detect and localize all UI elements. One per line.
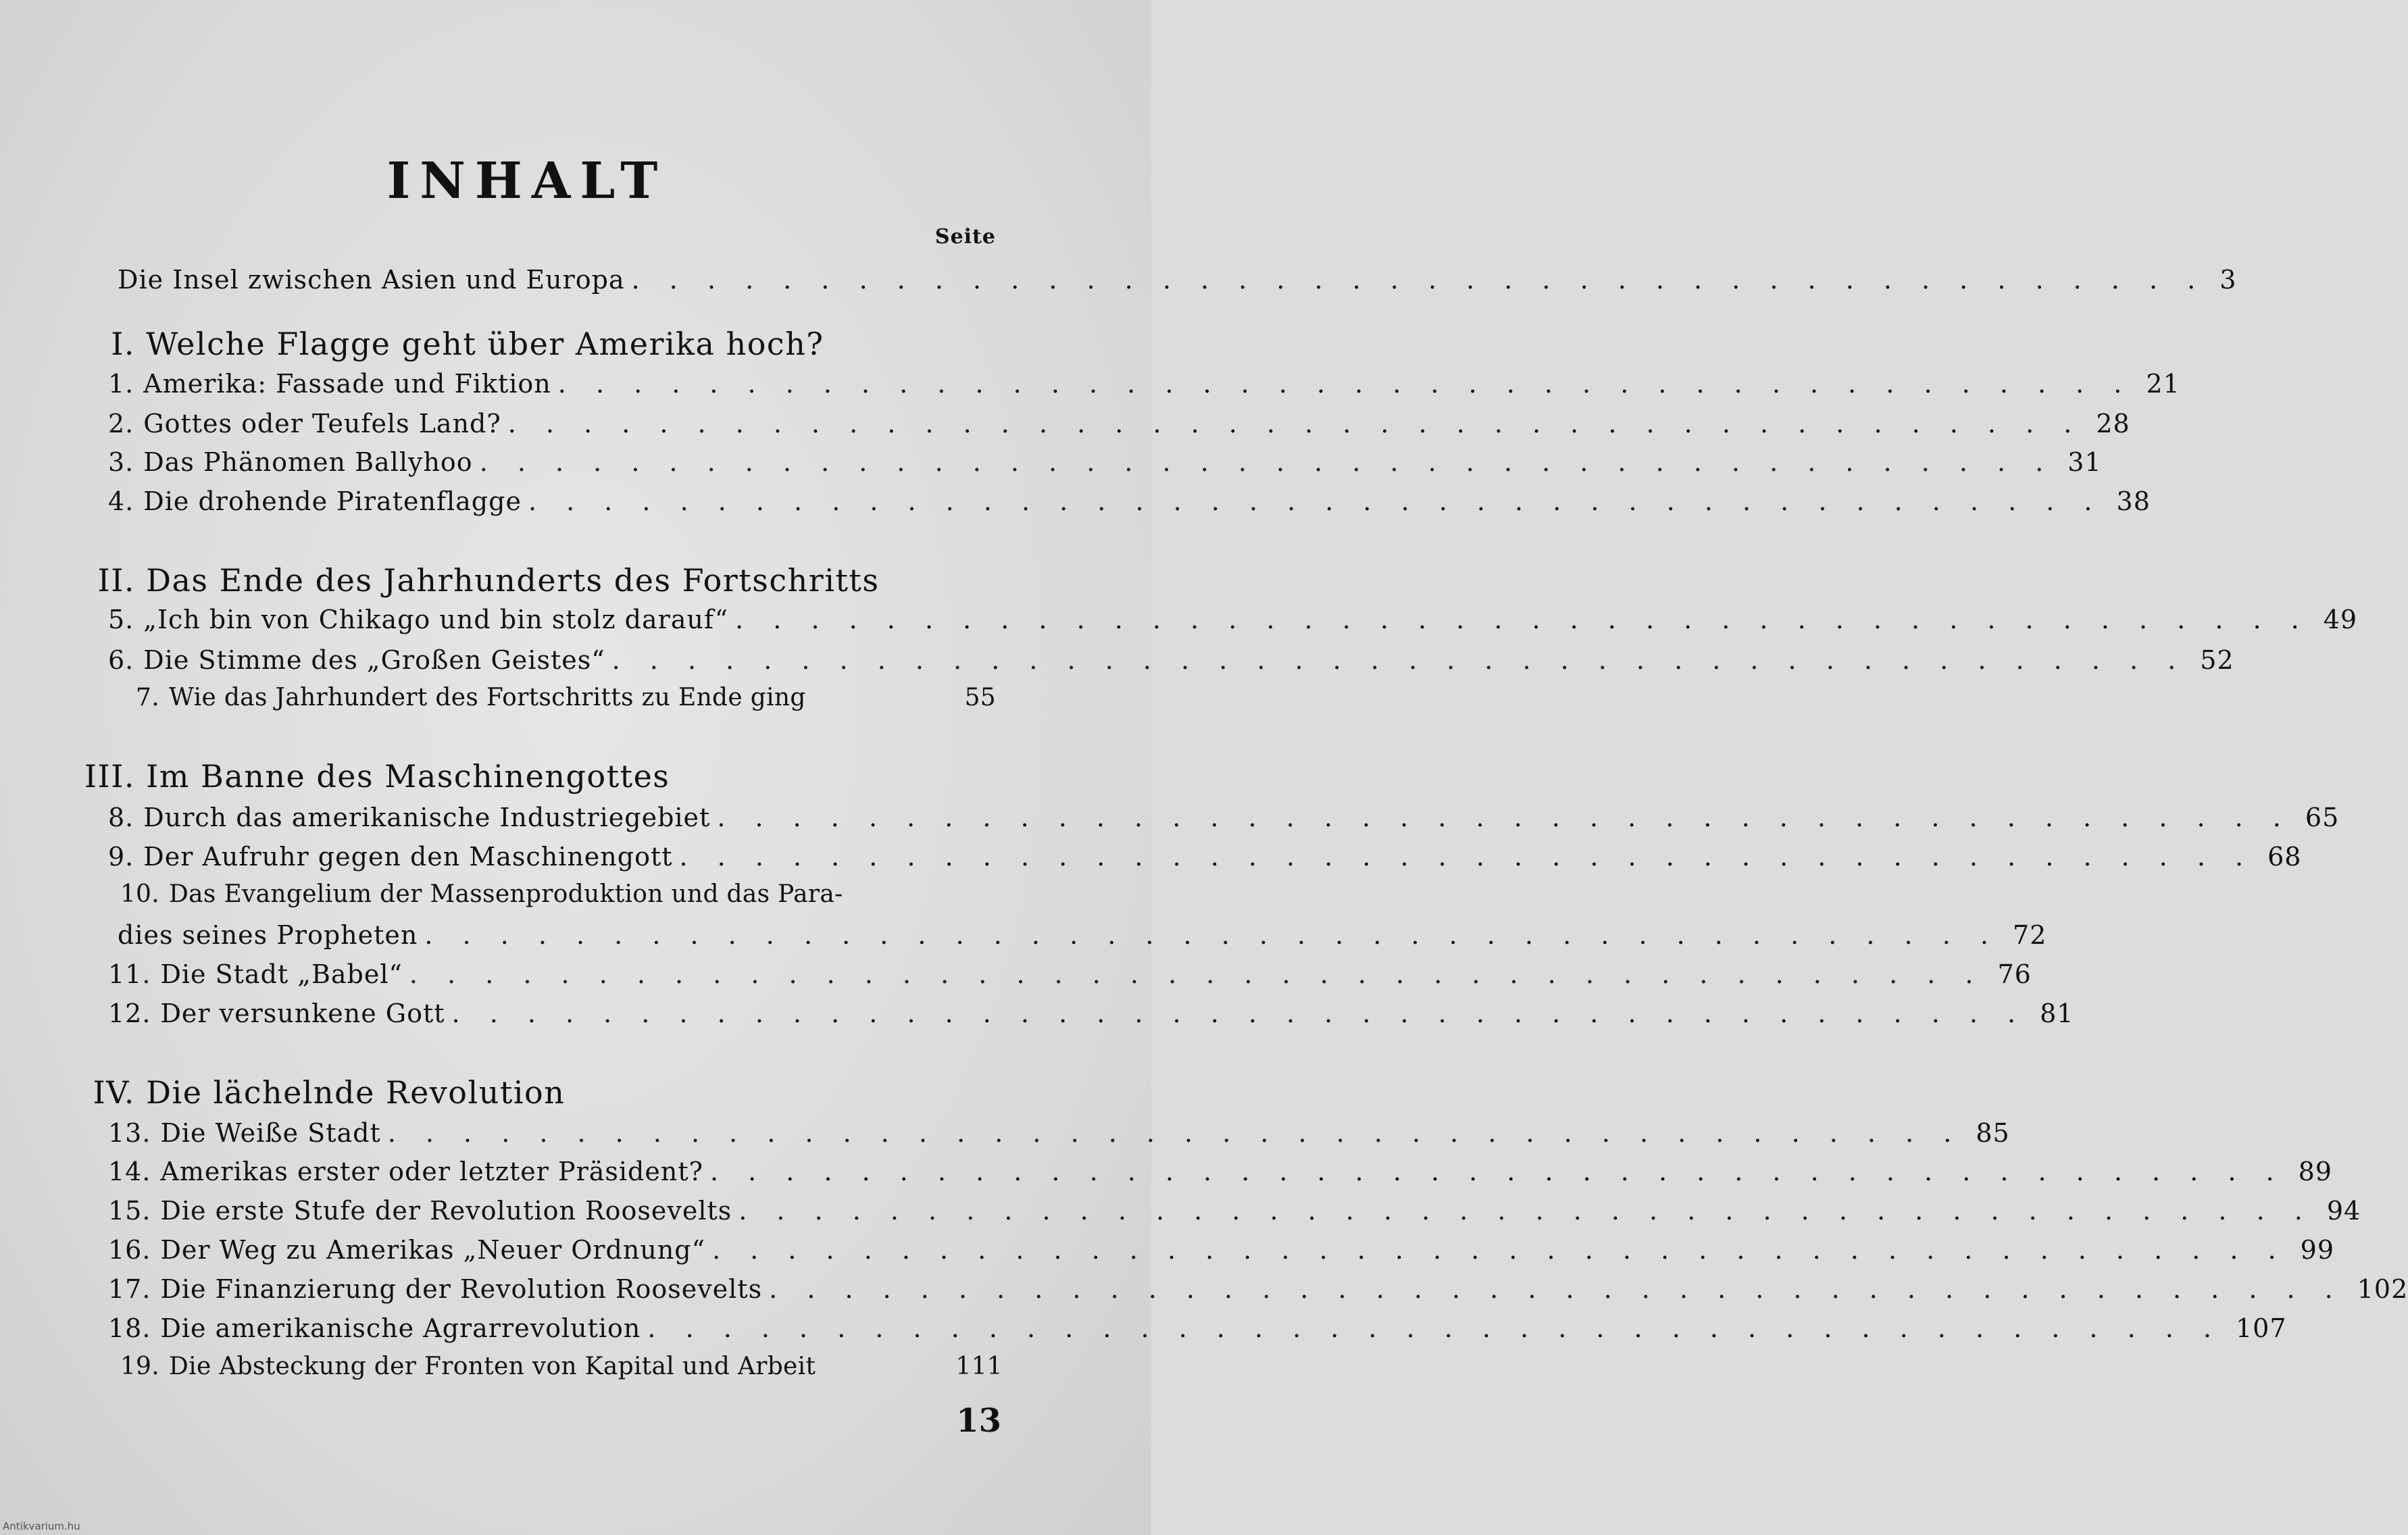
toc-entry-page: 52 bbox=[2200, 645, 2234, 675]
toc-entry-page: 72 bbox=[2012, 920, 2047, 950]
page-title: INHALT bbox=[386, 152, 668, 210]
toc-entry-text: Wie das Jahrhundert des Fortschritts zu Ende ging bbox=[169, 684, 806, 711]
toc-entry: 3. Das Phänomen Ballyhoo . . . . . . . . . . . . . . . . . . . . . . . . . . . . . . . . . . . . . . . . . . 31 bbox=[108, 447, 2102, 477]
chapter-title: Welche Flagge geht über Amerika hoch? bbox=[146, 326, 824, 362]
toc-entry-text: Die Weiße Stadt bbox=[160, 1118, 381, 1148]
toc-entry-text: Durch das amerikanische Industriegebiet bbox=[143, 803, 711, 832]
toc-entry: 8. Durch das amerikanische Industriegebiet . . . . . . . . . . . . . . . . . . . . . . . . . . . . . . . . . . . . . . . . . . 65 bbox=[108, 803, 2340, 832]
toc-entry: 2. Gottes oder Teufels Land? . . . . . . . . . . . . . . . . . . . . . . . . . . . . . . . . . . . . . . . . . . 28 bbox=[108, 409, 2130, 438]
toc-entry: 13. Die Weiße Stadt . . . . . . . . . . . . . . . . . . . . . . . . . . . . . . . . . . . . . . . . . . 85 bbox=[108, 1118, 2010, 1148]
toc-entry-text: Gottes oder Teufels Land? bbox=[143, 409, 501, 438]
chapter-title: Das Ende des Jahrhunderts des Fortschritts bbox=[146, 562, 880, 599]
page-number: 13 bbox=[956, 1402, 1001, 1440]
toc-entry-page: 89 bbox=[2298, 1157, 2332, 1186]
toc-entry-page: 65 bbox=[2305, 803, 2340, 832]
toc-entry: 9. Der Aufruhr gegen den Maschinengott . . . . . . . . . . . . . . . . . . . . . . . . . . . . . . . . . . . . . . . . . . 68 bbox=[108, 842, 2302, 872]
toc-entry: 14. Amerikas erster oder letzter Präsident? . . . . . . . . . . . . . . . . . . . . . . . . . . . . . . . . . . . . . . . . . . 89 bbox=[108, 1157, 2332, 1186]
toc-entry-text: Die drohende Piratenflagge bbox=[143, 486, 522, 516]
leader-dots: . . . . . . . . . . . . . . . . . . . . . . . . . . . . . . . . . . . . . . . . . . bbox=[387, 1118, 1963, 1148]
toc-entry: 16. Der Weg zu Amerikas „Neuer Ordnung“ . . . . . . . . . . . . . . . . . . . . . . . . . . . . . . . . . . . . . . . . . . 99 bbox=[108, 1235, 2334, 1265]
leader-dots: . . . . . . . . . . . . . . . . . . . . . . . . . . . . . . . . . . . . . . . . . . bbox=[507, 409, 2083, 438]
leader-dots: . . . . . . . . . . . . . . . . . . . . . . . . . . . . . . . . . . . . . . . . . . bbox=[557, 369, 2133, 399]
chapter-heading bbox=[68, 1074, 565, 1111]
leader-dots: . . . . . . . . . . . . . . . . . . . . . . . . . . . . . . . . . . . . . . . . . . bbox=[712, 1235, 2287, 1265]
toc-entry-page: 94 bbox=[2326, 1196, 2361, 1226]
leader-dots: . . . . . . . . . . . . . . . . . . . . . . . . . . . . . . . . . . . . . . . . . . bbox=[611, 645, 2187, 675]
watermark: Antikvarium.hu bbox=[3, 1520, 80, 1532]
toc-entry-text: „Ich bin von Chikago und bin stolz darauf“ bbox=[143, 605, 729, 634]
leader-dots: . . . . . . . . . . . . . . . . . . . . . . . . . . . . . . . . . . . . . . . . . . bbox=[479, 447, 2055, 477]
toc-entry-page: 107 bbox=[2236, 1313, 2287, 1343]
toc-entry-page: 76 bbox=[1997, 959, 2032, 989]
leader-dots: . . . . . . . . . . . . . . . . . . . . . . . . . . . . . . . . . . . . . . . . . . bbox=[647, 1313, 2222, 1343]
toc-entry-text: Der versunkene Gott bbox=[160, 999, 445, 1028]
toc-entry-page: 111 bbox=[955, 1353, 1003, 1380]
toc-entry-page: 3 bbox=[2219, 265, 2237, 295]
toc-entry-text: Das Phänomen Ballyhoo bbox=[143, 447, 473, 477]
toc-entry-text: Das Evangelium der Massenproduktion und das Para- bbox=[169, 880, 843, 908]
chapter-heading bbox=[68, 758, 670, 795]
toc-entry: 15. Die erste Stufe der Revolution Roosevelts . . . . . . . . . . . . . . . . . . . . . . . . . . . . . . . . . . . . . . . . . . 94 bbox=[108, 1196, 2361, 1226]
leader-dots: . . . . . . . . . . . . . . . . . . . . . . . . . . . . . . . . . . . . . . . . . . bbox=[424, 920, 1999, 950]
chapter-number: II. bbox=[97, 562, 135, 599]
toc-entry-text: Amerika: Fassade und Fiktion bbox=[143, 369, 551, 399]
chapter-heading bbox=[68, 326, 824, 362]
leader-dots: . . . . . . . . . . . . . . . . . . . . . . . . . . . . . . . . . . . . . . . . . . bbox=[738, 1196, 2313, 1226]
toc-entry-page: 68 bbox=[2267, 842, 2302, 872]
toc-entry-page: 28 bbox=[2096, 409, 2130, 438]
toc-entry-page: 38 bbox=[2116, 486, 2151, 516]
toc-intro-entry bbox=[108, 265, 2237, 295]
toc-entry-text: Die Stimme des „Großen Geistes“ bbox=[143, 645, 605, 675]
toc-entry: 19. Die Absteckung der Fronten von Kapital und Arbeit 111 bbox=[120, 1353, 1003, 1380]
leader-dots: . . . . . . . . . . . . . . . . . . . . . . . . . . . . . . . . . . . . . . . . . . bbox=[717, 803, 2292, 832]
toc-entry-page: 21 bbox=[2146, 369, 2180, 399]
toc-entry: 17. Die Finanzierung der Revolution Roosevelts . . . . . . . . . . . . . . . . . . . . . . . . . . . . . . . . . . . . . . . . . . 102 bbox=[108, 1274, 2408, 1304]
leader-dots: . . . . . . . . . . . . . . . . . . . . . . . . . . . . . . . . . . . . . . . . . . bbox=[631, 265, 2207, 295]
leader-dots: . . . . . . . . . . . . . . . . . . . . . . . . . . . . . . . . . . . . . . . . . . bbox=[709, 1157, 2285, 1186]
toc-entry-text: Die Absteckung der Fronten von Kapital und Arbeit bbox=[169, 1353, 816, 1380]
chapter-number: I. bbox=[111, 326, 135, 362]
toc-entry-page: 99 bbox=[2300, 1235, 2334, 1265]
toc-entry: 18. Die amerikanische Agrarrevolution . . . . . . . . . . . . . . . . . . . . . . . . . . . . . . . . . . . . . . . . . . 107 bbox=[108, 1313, 2287, 1343]
toc-entry-page: 102 bbox=[2357, 1274, 2408, 1304]
toc-entry-text: Der Weg zu Amerikas „Neuer Ordnung“ bbox=[160, 1235, 706, 1265]
toc-entry-page: 55 bbox=[964, 684, 996, 711]
toc-entry-text: Die Insel zwischen Asien und Europa bbox=[118, 265, 625, 295]
toc-entry-page: 85 bbox=[1976, 1118, 2010, 1148]
leader-dots: . . . . . . . . . . . . . . . . . . . . . . . . . . . . . . . . . . . . . . . . . . bbox=[528, 486, 2103, 516]
chapter-title: Die lächelnde Revolution bbox=[146, 1074, 566, 1111]
chapter-title: Im Banne des Maschinengottes bbox=[146, 758, 670, 795]
toc-entry-text: Die amerikanische Agrarrevolution bbox=[160, 1313, 641, 1343]
toc-entry-text: Der Aufruhr gegen den Maschinengott bbox=[143, 842, 673, 872]
chapter-number: III. bbox=[84, 758, 135, 795]
toc-entry: 7. Wie das Jahrhundert des Fortschritts zu Ende ging 55 bbox=[136, 684, 996, 711]
toc-entry-text: dies seines Propheten bbox=[118, 920, 418, 950]
toc-entry-page: 31 bbox=[2067, 447, 2102, 477]
toc-entry-page: 81 bbox=[2040, 999, 2074, 1028]
chapter-number: IV. bbox=[93, 1074, 135, 1111]
leader-dots: . . . . . . . . . . . . . . . . . . . . . . . . . . . . . . . . . . . . . . . . . . bbox=[409, 959, 1984, 989]
toc-entry-text: Die erste Stufe der Revolution Roosevelts bbox=[160, 1196, 732, 1226]
chapter-heading bbox=[68, 562, 880, 599]
page-column-label: Seite bbox=[934, 225, 996, 249]
toc-entry-text: Die Finanzierung der Revolution Roosevelts bbox=[160, 1274, 763, 1304]
toc-entry: 1. Amerika: Fassade und Fiktion . . . . . . . . . . . . . . . . . . . . . . . . . . . . . . . . . . . . . . . . . . 21 bbox=[108, 369, 2180, 399]
leader-dots: . . . . . . . . . . . . . . . . . . . . . . . . . . . . . . . . . . . . . . . . . . bbox=[769, 1274, 2344, 1304]
toc-entry: 5. „Ich bin von Chikago und bin stolz darauf“ . . . . . . . . . . . . . . . . . . . . . . . . . . . . . . . . . . . . . . . . . . 49 bbox=[108, 605, 2358, 634]
toc-entry-text: Die Stadt „Babel“ bbox=[160, 959, 403, 989]
toc-entry: 12. Der versunkene Gott . . . . . . . . . . . . . . . . . . . . . . . . . . . . . . . . . . . . . . . . . . 81 bbox=[108, 999, 2074, 1028]
leader-dots: . . . . . . . . . . . . . . . . . . . . . . . . . . . . . . . . . . . . . . . . . . bbox=[735, 605, 2310, 634]
toc-entry: 10. Das Evangelium der Massenproduktion und das Para- bbox=[120, 880, 843, 908]
toc-entry: 4. Die drohende Piratenflagge . . . . . . . . . . . . . . . . . . . . . . . . . . . . . . . . . . . . . . . . . . 38 bbox=[108, 486, 2151, 516]
toc-entry: 11. Die Stadt „Babel“ . . . . . . . . . . . . . . . . . . . . . . . . . . . . . . . . . . . . . . . . . . 76 bbox=[108, 959, 2032, 989]
toc-entry-page: 49 bbox=[2323, 605, 2358, 634]
toc-entry-text: Amerikas erster oder letzter Präsident? bbox=[160, 1157, 703, 1186]
leader-dots: . . . . . . . . . . . . . . . . . . . . . . . . . . . . . . . . . . . . . . . . . . bbox=[679, 842, 2255, 872]
toc-entry: 6. Die Stimme des „Großen Geistes“ . . . . . . . . . . . . . . . . . . . . . . . . . . . . . . . . . . . . . . . . . . 52 bbox=[108, 645, 2234, 675]
toc-entry-continuation bbox=[108, 920, 2047, 950]
leader-dots: . . . . . . . . . . . . . . . . . . . . . . . . . . . . . . . . . . . . . . . . . . bbox=[451, 999, 2027, 1028]
